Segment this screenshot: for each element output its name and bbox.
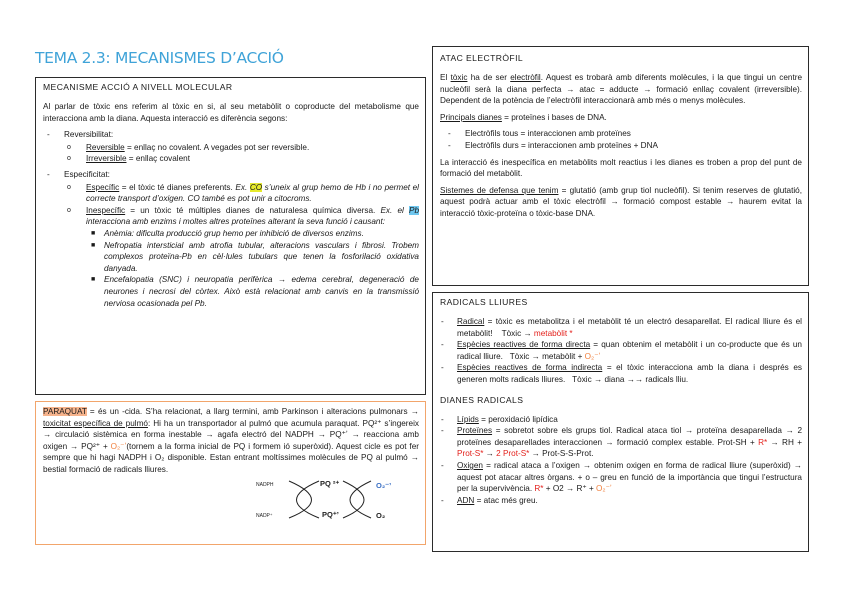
adn-item: - ADN = atac més greu. [441,495,538,505]
atac-box [432,46,809,286]
electrofils-tous-item: - Electròfils tous = interaccionen amb proteïnes [448,129,631,139]
electrofils-durs-item: - Electròfils durs = interaccionen amb proteïnes + DNA [448,140,658,150]
indirecta-item: - Espècies reactives de forma indirecta = el tòxic interacciona amb la diana i després es generen molts radicals lliures. Tòxic → diana →→ radicals lliu. [441,363,802,384]
pq2-label: PQ ²⁺ [320,478,340,488]
paraquat-box [35,401,426,545]
lipids-item: - Lípids = peroxidació lipídica [441,414,558,424]
paraquat-highlight: PARAQUAT [43,407,87,416]
mecanisme-heading: MECANISME ACCIÓ A NIVELL MOLECULAR [43,82,233,92]
paraquat-cycle-diagram [43,476,419,522]
nefropatia-item: ■ Nefropatia intersticial amb atrofia tubular, alteracions vasculars i fibrosi. Trobem complexos proteïna-Pb en cèl·lules tubulars que tenen la fosforilació oxidativa danyada. [91,240,419,273]
dianes-heading: DIANES RADICALS [440,394,524,405]
inespecific-item: o Inespecífic = un tòxic té múltiples dianes de naturalesa química diversa. Ex. el Pb interacciona amb enzims i moltes altres proteïnes alterant la seva funció i causant: [67,205,419,227]
radical-item: - Radical = tòxic es metabolitza i el metabòlit té un electró desaparellat. El radical lliure és el metabòlit! Tòxic → metabòlit * [441,317,802,338]
irreversible-item: o Irreversible = enllaç covalent [67,154,190,164]
atac-p2: Principals dianes = proteïnes i bases de DNA. [440,112,607,122]
left-column [35,48,426,551]
anemia-item: ■ Anèmia: dificulta producció grup hemo per inhibició de diversos enzims. [91,228,364,238]
page-title: TEMA 2.3: MECANISMES D’ACCIÓ [35,49,284,67]
atac-p3: La interacció és inespecífica en metabòlits molt reactius i les dianes es troben a prop del punt de formació del metabòlit. [440,157,802,179]
especificitat-item: - Especificitat: [47,169,110,179]
mecanisme-box [35,77,426,395]
nadp-label: NADP⁺ [256,512,273,519]
pqp-label: PQ⁺ʼ [322,509,339,519]
directa-item: - Espècies reactives de forma directa = quan obtenim el metabòlit i un co-producte que és un radical lliure. Tòxic → metabòlit + O₂⁻ʼ [441,340,802,361]
right-column [432,46,809,558]
o2-label: O₂ [376,510,386,520]
pb-highlight: Pb [408,205,419,215]
especific-item: o Específic = el tòxic té dianes preferents. Ex. CO s’uneix al grup hemo de Hb i no permet el correcte transport d’oxigen. CO també es pot unir a citocroms. [67,182,420,204]
reversible-item: o Reversible = enllaç no covalent. A vegades pot ser reversible. [67,142,310,152]
radicals-heading: RADICALS LLIURES [440,297,528,307]
mecanisme-intro: Al parlar de tòxic ens referim al tòxic en si, al seu metabòlit o coproducte del metabolisme que interacciona amb la diana. Aquesta interacció es diferència segons: [43,102,419,123]
atac-heading: ATAC ELECTRÒFIL [440,53,524,63]
o2-radical-label: O₂⁻ʼ [376,480,392,490]
atac-p4: Sistemes de defensa que tenim = glutatió (amb grup tiol nucleòfil). Si tenim reserves de glutatió, aquest podrà actuar amb el tòxic electròfil → formació compost estable → haurem evitat la interacció tòxic-proteïna o tòxic-base DNA. [440,185,802,218]
paraquat-cycle-svg [43,476,418,522]
atac-p1: El tòxic ha de ser electròfil. Aquest es trobarà amb diferents molècules, i la que tingui un centre nucleòfil serà la diana perfecta → atac = adducte → formació enllaç covalent (irreversible). Dependent de la potència de l’electròfil interaccionarà amb més o menys molècules. [440,73,803,106]
proteines-item: - Proteïnes = sobretot sobre els grups tiol. Radical ataca tiol → proteïna desaparellada → 2 proteïnes desaparellades interaccionen → formació complex estable. Prot-SH + R* → RH + Prot-S* → 2 Prot-S* → Prot-S-S-Prot. [441,426,802,459]
nadph-label: NADPH [256,481,274,488]
encefalopatia-item: ■ Encefalopatia (SNC) i neuropatia perifèrica → edema cerebral, degeneració de neurones i necrosi del còrtex. Això està relacionat amb canvis en la transmissió nerviosa ocasionada pel Pb. [91,275,419,308]
oxigen-item: - Oxigen = radical ataca a l’oxigen → obtenim oxigen en forma de radical lliure (superòxid) → aquest pot atacar altres òrgans. + o – greu en funció de la importància que tingui l’estructura per la supervivència. R* + O2 → R⁺ + O₂⁻ʼ [441,460,802,494]
paraquat-text: PARAQUAT = és un -cida. S’ha relacionat, a llarg termini, amb Parkinson i alteracions pulmonars → toxicitat específica de pulmó: Hi ha un transportador al pulmó que acumula paraquat. PQ²⁺ s’ingereix → circulació sistèmica en forma inestable → agafa electró del NADPH → PQ⁺ʼ → reacciona amb oxigen → PQ²⁺ + O₂⁻ʼ(tornem a la forma inicial de PQ i formem ió superòxid). Aquest cicle es pot fer sempre que hi hagi NADPH i O₂ disponible. Estan entrant moltíssimes molècules de PQ al pulmó → bestial formació de radicals lliures. [43,407,419,474]
radicals-box [432,292,809,552]
reversibilitat-item: - Reversibilitat: [47,130,114,140]
co-highlight: CO [249,182,263,192]
